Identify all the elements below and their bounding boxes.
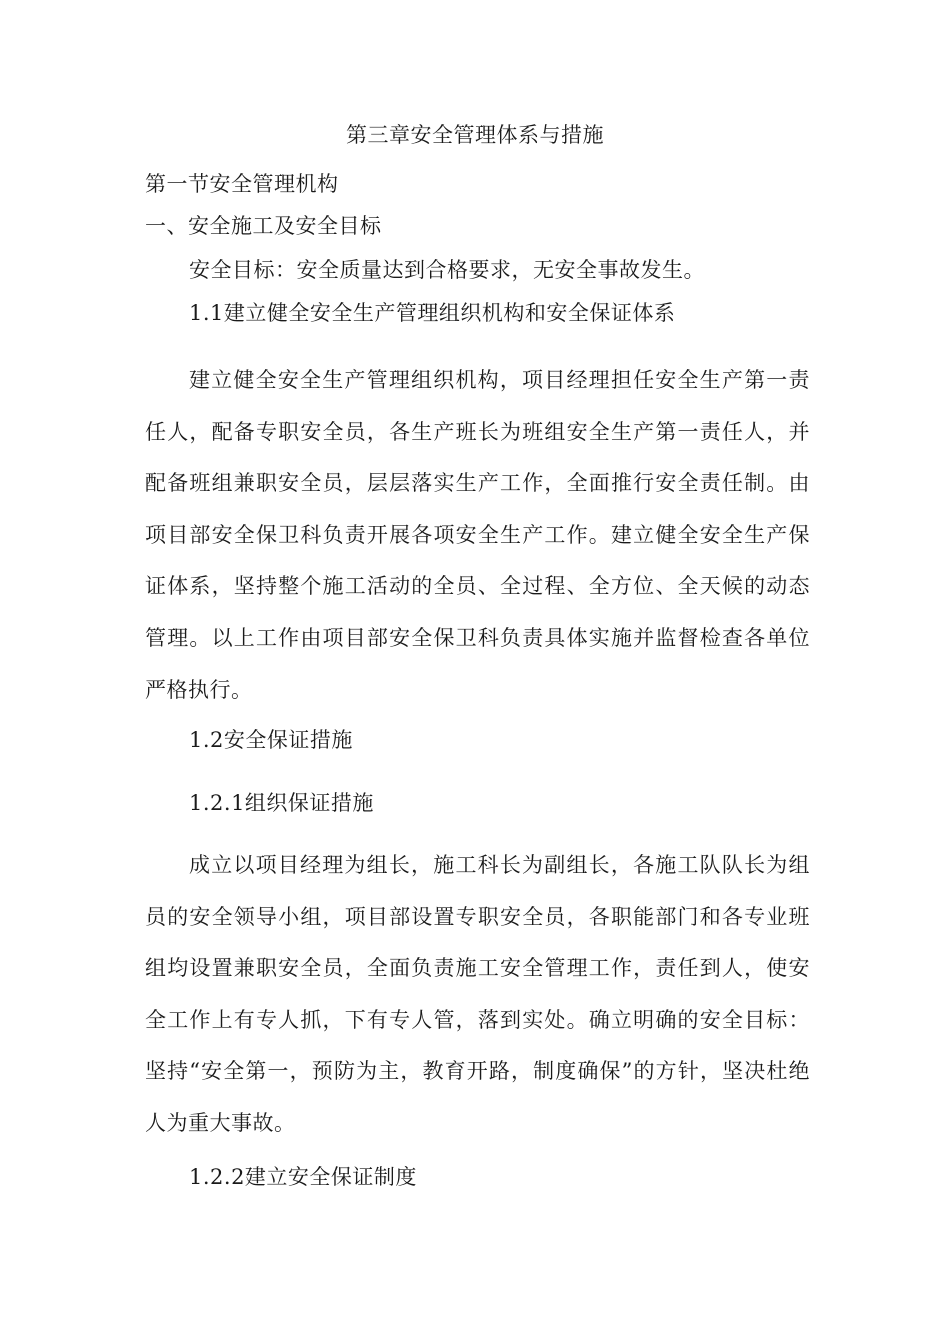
safety-goal-text: 安全目标：安全质量达到合格要求，无安全事故发生。 — [189, 258, 705, 282]
heading-1-2-2: 1.2.2建立安全保证制度 — [189, 1165, 417, 1189]
heading-1-2: 1.2安全保证措施 — [189, 728, 353, 752]
subsection-title: 一、安全施工及安全目标 — [145, 214, 382, 238]
heading-1-2-1: 1.2.1组织保证措施 — [189, 791, 374, 815]
chapter-title: 第三章安全管理体系与措施 — [346, 123, 604, 147]
heading-1-1: 1.1建立健全安全生产管理组织机构和安全保证体系 — [189, 301, 676, 325]
paragraph-organization: 建立健全安全生产管理组织机构，项目经理担任安全生产第一责任人，配备专职安全员，各生产班长为班组安全生产第一责任人，并配备班组兼职安全员，层层落实生产工作，全面推行安全责任制。由项目部安全保卫科负责开展各项安全生产工作。建立健全安全生产保证体系，坚持整个施工活动的全员、全过程、全方位、全天候的动态管理。以上工作由项目部安全保卫科负责具体实施并监督检查各单位严格执行。 — [145, 368, 810, 702]
section-title: 第一节安全管理机构 — [145, 172, 339, 196]
paragraph-organizational-measures: 成立以项目经理为组长，施工科长为副组长，各施工队队长为组员的安全领导小组，项目部设置专职安全员，各职能部门和各专业班组均设置兼职安全员，全面负责施工安全管理工作，责任到人，使安全工作上有专人抓，下有专人管，落到实处。确立明确的安全目标：坚持“安全第一，预防为主，教育开路，制度确保”的方针，坚决杜绝人为重大事故。 — [145, 853, 810, 1135]
